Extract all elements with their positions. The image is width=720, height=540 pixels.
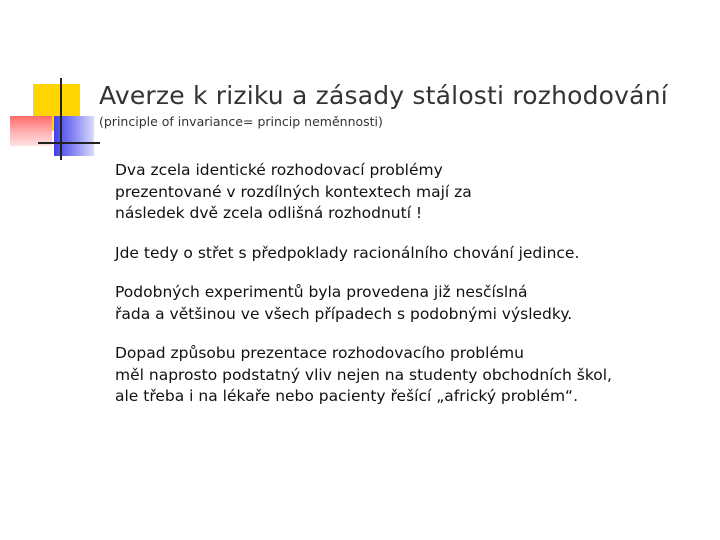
paragraph [115, 243, 705, 265]
paragraph [115, 160, 705, 225]
paragraph-line: Dva zcela identické rozhodovací problémy [115, 161, 443, 179]
paragraph-line: Dopad způsobu prezentace rozhodovacího problému [115, 344, 524, 362]
body-text [115, 160, 705, 426]
slide-subtitle: (principle of invariance= princip neměnnosti) [99, 114, 383, 129]
paragraph-line: měl naprosto podstatný vliv nejen na studenty obchodních škol, [115, 365, 612, 384]
logo-horizontal-line [38, 142, 100, 144]
paragraph [115, 343, 705, 408]
logo-vertical-line [60, 78, 62, 160]
slide-title: Averze k riziku a zásady stálosti rozhodování [99, 81, 668, 110]
paragraph [115, 282, 705, 325]
paragraph-line: řada a většinou ve všech případech s podobnými výsledky. [115, 304, 573, 323]
paragraph-line: Podobných experimentů byla provedena již nesčíslná [115, 283, 528, 301]
paragraph-line: ale třeba i na lékaře nebo pacienty řešící „africký problém“. [115, 387, 579, 405]
paragraph-line: prezentované v rozdílných kontextech mají za [115, 182, 472, 201]
paragraph-line: následek dvě zcela odlišná rozhodnutí ! [115, 204, 423, 222]
paragraph-line: Jde tedy o střet s předpoklady racionálního chování jedince. [115, 243, 580, 262]
